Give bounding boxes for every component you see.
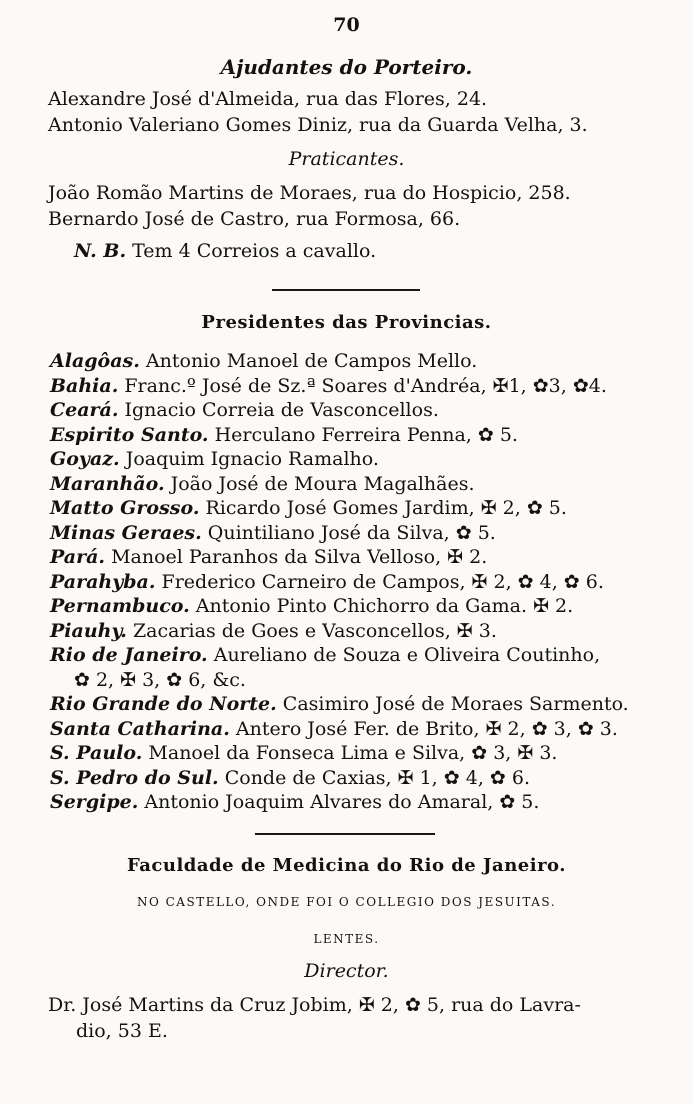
province-name: Minas Geraes. bbox=[50, 521, 202, 544]
president-name: Zacarias de Goes e Vasconcellos, ✠ 3. bbox=[132, 619, 497, 642]
praticantes-line-2: Bernardo José de Castro, rua Formosa, 66. bbox=[48, 208, 461, 230]
section-divider-2 bbox=[255, 833, 435, 835]
president-entry bbox=[50, 767, 530, 789]
province-name: Rio Grande do Norte. bbox=[50, 693, 277, 715]
praticantes-heading: Praticantes. bbox=[288, 148, 405, 170]
president-entry bbox=[50, 424, 518, 446]
president-entry bbox=[50, 718, 618, 740]
province-name: Parahyba. bbox=[50, 570, 156, 593]
president-name: Ignacio Correia de Vasconcellos. bbox=[124, 399, 439, 421]
province-name: Pernambuco. bbox=[50, 595, 190, 617]
nota-text: Tem 4 Correios a cavallo. bbox=[132, 240, 377, 262]
director-heading: Director. bbox=[304, 960, 389, 982]
president-name: Joaquim Ignacio Ramalho. bbox=[125, 448, 379, 470]
president-name: Frederico Carneiro de Campos, ✠ 2, ✿ 4, ✿ 6. bbox=[161, 570, 604, 593]
province-name: Bahia. bbox=[50, 374, 119, 397]
president-name: Conde de Caxias, ✠ 1, ✿ 4, ✿ 6. bbox=[224, 766, 530, 789]
province-name: Maranhão. bbox=[50, 472, 165, 495]
president-entry bbox=[50, 791, 539, 813]
director-line-1: Dr. José Martins da Cruz Jobim, ✠ 2, ✿ 5, rua do Lavra- bbox=[48, 994, 581, 1016]
ajudantes-line-2: Antonio Valeriano Gomes Diniz, rua da Guarda Velha, 3. bbox=[48, 114, 588, 136]
president-name: Quintiliano José da Silva, ✿ 5. bbox=[207, 521, 496, 544]
president-entry bbox=[50, 375, 607, 397]
province-name: Espirito Santo. bbox=[50, 423, 209, 446]
president-name: Antonio Manoel de Campos Mello. bbox=[145, 350, 478, 372]
president-entry bbox=[50, 448, 379, 470]
president-entry bbox=[50, 399, 439, 421]
president-entry bbox=[50, 522, 496, 544]
president-entry bbox=[50, 644, 600, 666]
province-name: Piauhy. bbox=[50, 619, 127, 642]
president-name: ✿ 2, ✠ 3, ✿ 6, &c. bbox=[74, 668, 246, 691]
province-name: Pará. bbox=[50, 546, 106, 568]
president-name: Antero José Fer. de Brito, ✠ 2, ✿ 3, ✿ 3. bbox=[235, 717, 618, 740]
president-entry bbox=[50, 546, 487, 568]
president-entry bbox=[50, 350, 477, 372]
president-entry bbox=[74, 669, 246, 691]
nota-label: N. B. bbox=[74, 240, 127, 262]
presidentes-heading: Presidentes das Provincias. bbox=[201, 312, 492, 333]
president-name: Aureliano de Souza e Oliveira Coutinho, bbox=[213, 644, 601, 666]
province-name: Rio de Janeiro. bbox=[50, 644, 208, 666]
president-name: Antonio Joaquim Alvares do Amaral, ✿ 5. bbox=[144, 791, 540, 813]
president-entry bbox=[50, 620, 497, 642]
page-number: 70 bbox=[333, 14, 360, 36]
president-entry bbox=[50, 473, 475, 495]
province-name: Goyaz. bbox=[50, 448, 120, 470]
section-divider-1 bbox=[272, 289, 420, 291]
nota-bene bbox=[74, 240, 376, 262]
president-entry bbox=[50, 595, 573, 617]
president-name: João José de Moura Magalhães. bbox=[170, 472, 475, 495]
president-name: Ricardo José Gomes Jardim, ✠ 2, ✿ 5. bbox=[205, 497, 567, 519]
province-name: S. Pedro do Sul. bbox=[50, 766, 219, 789]
province-name: Sergipe. bbox=[50, 791, 139, 813]
faculdade-subheading: NO CASTELLO, ONDE FOI O COLLEGIO DOS JESUITAS. bbox=[136, 895, 557, 909]
president-name: Antonio Pinto Chichorro da Gama. ✠ 2. bbox=[195, 595, 574, 617]
president-name: Casimiro José de Moraes Sarmento. bbox=[282, 693, 629, 715]
lentes-heading: LENTES. bbox=[313, 932, 380, 946]
faculdade-heading: Faculdade de Medicina do Rio de Janeiro. bbox=[126, 855, 567, 876]
president-entry bbox=[50, 497, 567, 519]
president-name: Manoel da Fonseca Lima e Silva, ✿ 3, ✠ 3. bbox=[148, 742, 558, 764]
province-name: S. Paulo. bbox=[50, 742, 143, 764]
director-line-2: dio, 53 E. bbox=[76, 1020, 168, 1042]
ajudantes-heading: Ajudantes do Porteiro. bbox=[220, 55, 473, 79]
province-name: Matto Grosso. bbox=[50, 497, 200, 519]
praticantes-line-1: João Romão Martins de Moraes, rua do Hospicio, 258. bbox=[48, 182, 571, 204]
province-name: Alagôas. bbox=[50, 350, 140, 372]
president-entry bbox=[50, 571, 604, 593]
province-name: Santa Catharina. bbox=[50, 717, 230, 740]
province-name: Ceará. bbox=[50, 399, 119, 421]
president-name: Herculano Ferreira Penna, ✿ 5. bbox=[214, 423, 518, 446]
president-name: Franc.º José de Sz.ª Soares d'Andréa, ✠1, ✿3, ✿4. bbox=[124, 374, 607, 397]
president-name: Manoel Paranhos da Silva Velloso, ✠ 2. bbox=[111, 546, 488, 568]
president-entry bbox=[50, 742, 557, 764]
ajudantes-line-1: Alexandre José d'Almeida, rua das Flores, 24. bbox=[48, 88, 488, 110]
president-entry bbox=[50, 693, 629, 715]
